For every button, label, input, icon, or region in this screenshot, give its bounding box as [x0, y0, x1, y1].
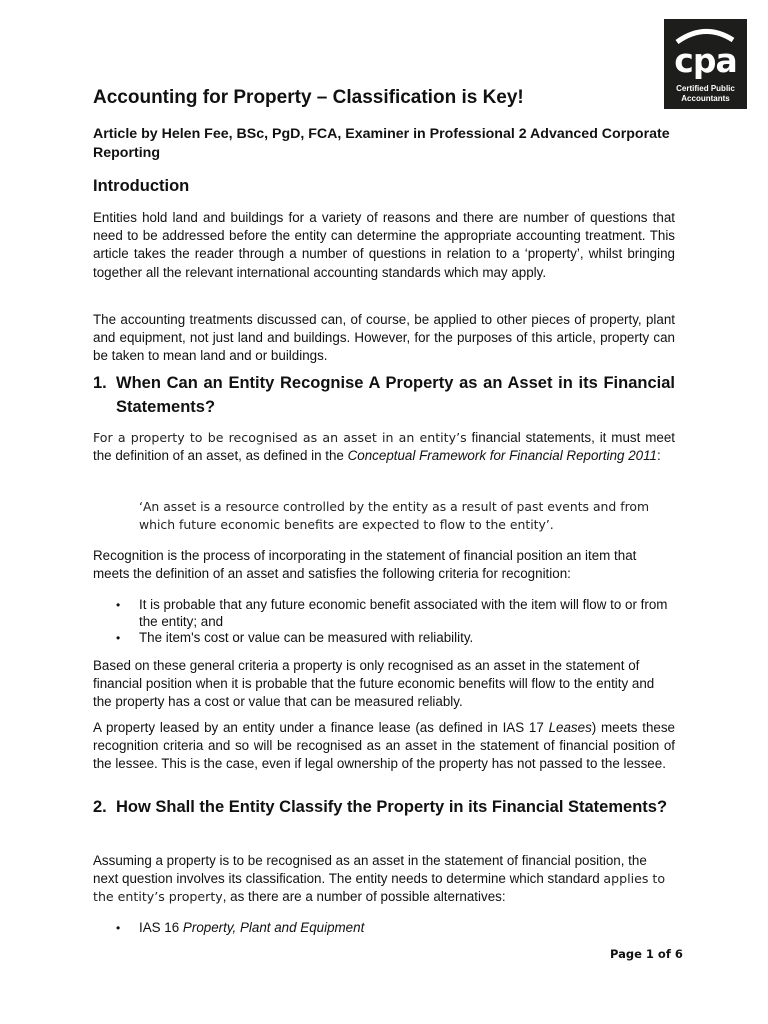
- bullet-icon: •: [116, 631, 121, 645]
- recognition-criteria-list: [93, 597, 675, 647]
- section-2-paragraph-1: Assuming a property is to be recognised as an asset in the statement of financial position, the next question involves its classification. The entity needs to determine which standard applies to the entity’s property, as there are a number of possible alternatives:: [93, 853, 666, 905]
- article-byline: Article by Helen Fee, BSc, PgD, FCA, Examiner in Professional 2 Advanced Corporate Reporting: [93, 126, 670, 161]
- list-item: • It is probable that any future economic benefit associated with the item will flow to or from the entity; and: [116, 597, 668, 629]
- intro-paragraph-2: The accounting treatments discussed can, of course, be applied to other pieces of property, plant and equipment, not just land and buildings. However, for the purposes of this article, property can be taken to mean land and or buildings.: [93, 312, 675, 364]
- section-2-heading: 2. How Shall the Entity Classify the Property in its Financial Statements?: [93, 798, 668, 816]
- standards-list: [93, 920, 675, 937]
- list-item: • IAS 16 Property, Plant and Equipment: [116, 920, 365, 935]
- bullet-icon: •: [116, 598, 121, 612]
- intro-heading: Introduction: [93, 177, 190, 195]
- article-title: Accounting for Property – Classification is Key!: [93, 87, 524, 108]
- intro-paragraph-1: Entities hold land and buildings for a variety of reasons and there are number of questions that need to be addressed before the entity can determine the appropriate accounting treatment. This article takes the reader through a number of questions in relation to a ‘property’, whilst bringing together all the relevant international accounting standards which may apply.: [93, 210, 675, 280]
- section-1-paragraph-4: A property leased by an entity under a finance lease (as defined in IAS 17 Leases) meets these recognition criteria and so will be recognised as an asset in the statement of financial position of the lessee. This is the case, even if legal ownership of the property has not passed to the lessee.: [93, 720, 675, 772]
- page-number: Page 1 of 6: [610, 947, 683, 961]
- bullet-icon: •: [116, 921, 121, 935]
- section-1-paragraph-1: For a property to be recognised as an asset in an entity’s financial statements, it must meet the definition of an asset, as defined in the Conceptual Framework for Financial Reporting 2011:: [93, 430, 675, 464]
- list-item: • The item's cost or value can be measured with reliability.: [116, 630, 474, 645]
- section-1-heading: 1. When Can an Entity Recognise A Property as an Asset in its Financial Statements?: [93, 374, 675, 416]
- section-1-paragraph-3: Based on these general criteria a property is only recognised as an asset in the statement of financial position when it is probable that the future economic benefits will flow to the entity and the property has a cost or value that can be measured reliably.: [93, 658, 655, 710]
- logo-mark: cpa: [674, 41, 737, 80]
- section-1-paragraph-2: Recognition is the process of incorporating in the statement of financial position an item that meets the definition of an asset and satisfies the following criteria for recognition:: [93, 548, 637, 582]
- asset-definition-quote: ‘An asset is a resource controlled by the entity as a result of past events and from which future economic benefits are expected to flow to the entity’.: [139, 499, 650, 532]
- cpa-logo: [664, 19, 747, 109]
- logo-subtitle: Certified Public Accountants: [676, 84, 735, 103]
